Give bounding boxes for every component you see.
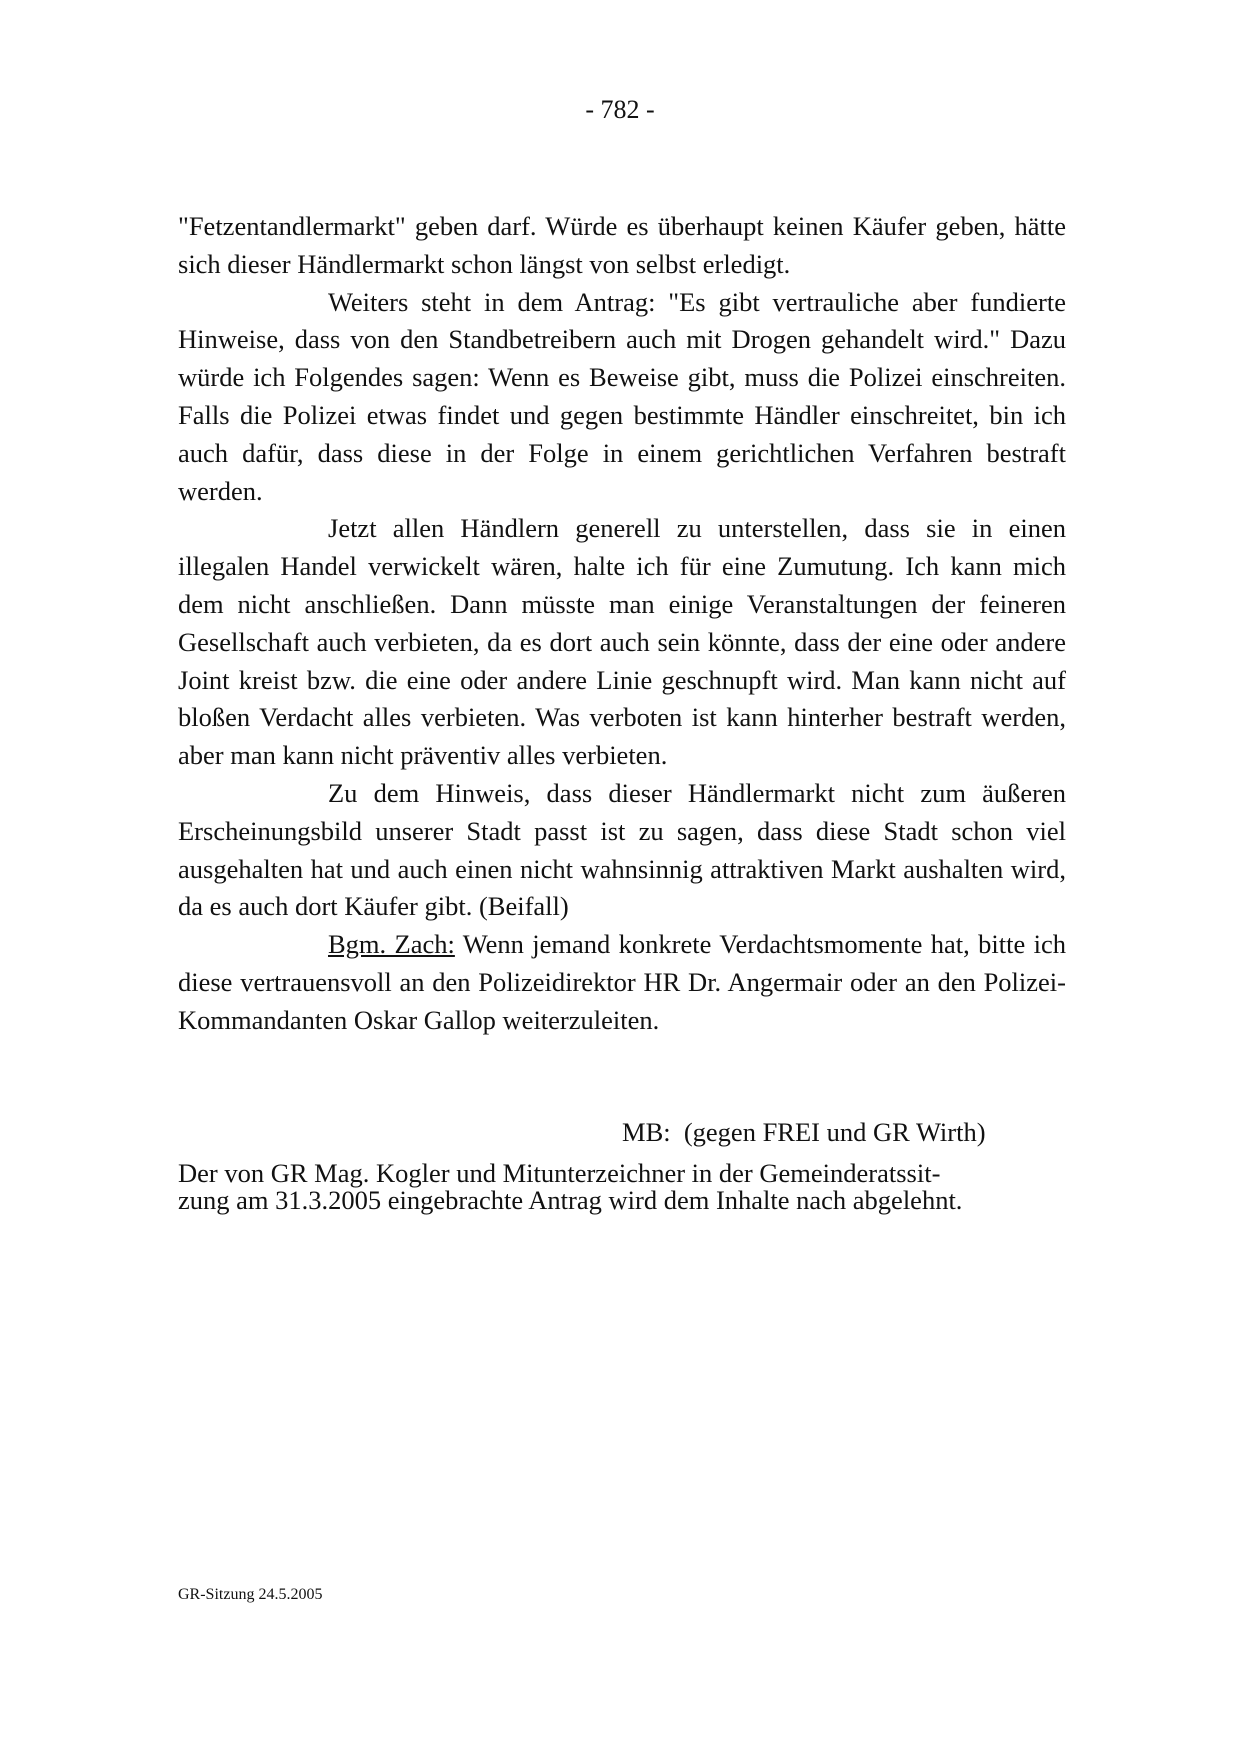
page-number: - 782 - — [585, 95, 655, 124]
resolution-text — [178, 1160, 1066, 1214]
speaker-text: Wenn jemand konkrete Verdachtsmomente hat, bitte ich diese vertrauensvoll an den Polizeidirektor HR Dr. Angermair oder an den Polizei-Kommandanten Oskar Gallop weiterzuleiten. — [178, 929, 1066, 1035]
paragraph: Zu dem Hinweis, dass dieser Händlermarkt nicht zum äußeren Erscheinungsbild unserer Stadt passt ist zu sagen, dass diese Stadt schon viel ausgehalten hat und auch einen nicht wahnsinnig attraktiven Markt aushalten wird, da es auch dort Käufer gibt. (Beifall) — [178, 777, 1066, 922]
paragraph: Jetzt allen Händlern generell zu unterstellen, dass sie in einen illegalen Handel verwickelt wären, halte ich für eine Zumutung. Ich kann mich dem nicht anschließen. Dann müsste man einige Veranstaltungen der feineren Gesellschaft auch verbieten, da es dort auch sein könnte, dass der eine oder andere Joint kreist bzw. die eine oder andere Linie geschnupft wird. Man kann nicht auf bloßen Verdacht alles verbieten. Was verboten ist kann hinterher bestraft werden, aber man kann nicht präventiv alles verbieten. — [178, 513, 1066, 771]
main-text — [178, 208, 1066, 1040]
speaker-name: Bgm. Zach: — [328, 929, 455, 960]
speaker-statement — [178, 926, 1066, 1039]
paragraph: "Fetzentandlermarkt" geben darf. Würde es überhaupt keinen Käufer geben, hätte sich dieser Händlermarkt schon längst von selbst erledigt. — [178, 211, 1066, 279]
paragraph: Weiters steht in dem Antrag: "Es gibt vertrauliche aber fundierte Hinweise, dass von den Standbetreibern auch mit Drogen gehandelt wird." Dazu würde ich Folgendes sagen: Wenn es Beweise gibt, muss die Polizei einschreiten. Falls die Polizei etwas findet und gegen bestimmte Händler einschreitet, bin ich auch dafür, dass diese in der Folge in einem gerichtlichen Verfahren bestraft werden. — [178, 286, 1066, 506]
resolution-line-2: zung am 31.3.2005 eingebrachte Antrag wird dem Inhalte nach abgelehnt. — [178, 1185, 963, 1215]
resolution-label: MB: (gegen FREI und GR Wirth) — [622, 1117, 986, 1147]
resolution-line-1: Der von GR Mag. Kogler und Mitunterzeichner in der Gemeinderatssit- — [178, 1158, 941, 1188]
footer: GR-Sitzung 24.5.2005 — [178, 1586, 323, 1603]
